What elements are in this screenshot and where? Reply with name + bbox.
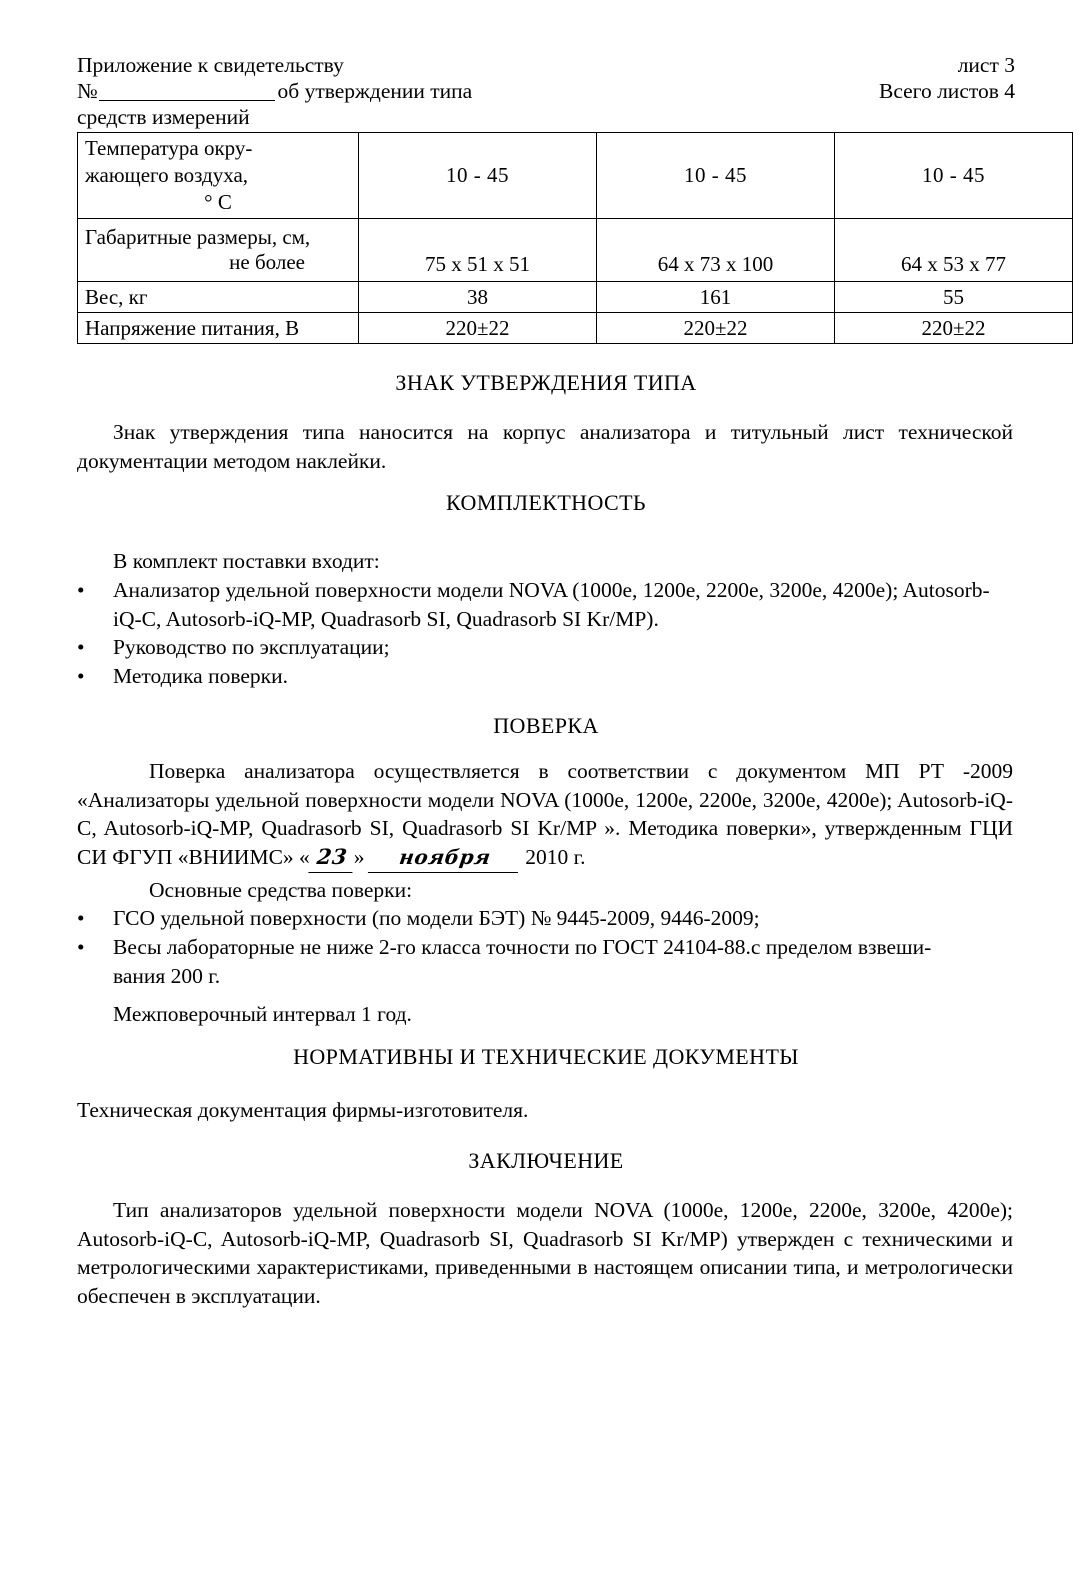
paragraph-means-lead [77, 876, 1013, 905]
handwritten-month-field[interactable]: ноября [368, 843, 522, 873]
label-line: Габаритные размеры, см, [85, 225, 311, 249]
list-item-text-line1: Весы лабораторные не ниже 2-го класса точности по ГОСТ 24104-88.с пределом взвеши- [113, 935, 932, 959]
header-number-line [77, 78, 697, 104]
bullet-icon: • [77, 906, 85, 930]
number-symbol: № [77, 79, 98, 103]
list-item-text: Анализатор удельной поверхности модели NOVA (1000e, 1200e, 2200e, 3200e, 4200e); Autosorb-iQ-C, Autosorb-iQ-MP, Quadrasorb SI, Quadrasorb SI Kr/MP). [113, 578, 990, 631]
list-item [77, 933, 1013, 990]
specifications-table [77, 132, 1073, 344]
list-item-text: Руководство по эксплуатации; [113, 635, 390, 659]
cell-weight-col2: 161 [597, 282, 835, 313]
table-row [78, 133, 1073, 219]
paragraph-verification-interval [77, 1000, 1013, 1029]
cell-temperature-col2: 10 - 45 [597, 133, 835, 219]
quote-close: » [353, 844, 365, 869]
section-title-verification: ПОВЕРКА [493, 713, 599, 738]
verification-year: 2010 г. [525, 844, 586, 869]
header-number-tail: об утверждении типа [277, 79, 473, 103]
cell-temperature-col3: 10 - 45 [835, 133, 1073, 219]
lead-text: В комплект поставки входит: [113, 549, 380, 573]
cell-voltage-col1: 220±22 [359, 313, 597, 344]
total-sheets: Всего листов 4 [878, 79, 1015, 103]
table-row [78, 282, 1073, 313]
bullet-icon: • [77, 635, 85, 659]
list-item-text: Методика поверки. [113, 664, 289, 688]
paragraph-conclusion [77, 1196, 1013, 1310]
list-item [77, 662, 1013, 691]
bullet-icon: • [77, 664, 85, 688]
bullet-icon: • [77, 578, 85, 602]
paragraph-approval-mark [77, 418, 1013, 475]
sheet-number: лист 3 [957, 53, 1015, 77]
section-title-normative-docs: НОРМАТИВНЫ И ТЕХНИЧЕСКИЕ ДОКУМЕНТЫ [293, 1044, 799, 1069]
list-item-text-line2: вания 200 г. [113, 963, 221, 988]
header-left-block [77, 52, 697, 130]
header-means-line: средств измерений [77, 105, 250, 129]
paragraph-completeness-lead [77, 547, 1013, 576]
list-item [77, 633, 1013, 662]
section-title-completeness: КОМПЛЕКТНОСТЬ [446, 490, 646, 515]
header-appendix-line: Приложение к свидетельству [77, 53, 344, 77]
verification-date-group [299, 845, 585, 869]
list-item [77, 904, 1013, 933]
paragraph-text: Тип анализаторов удельной поверхности модели NOVA (1000e, 1200e, 2200e, 3200e, 4200e); Autosorb-iQ-C, Autosorb-iQ-MP, Quadrasorb SI, Quadrasorb SI Kr/MP) утвержден с техническими и метрологическими характеристиками, приведенными в настоящем описании типа, и метрологически обеспечен в эксплуатации. [77, 1198, 1013, 1308]
interval-text: Межповерочный интервал 1 год. [113, 1002, 412, 1026]
cell-dimensions-col1: 75 x 51 x 51 [359, 219, 597, 282]
paragraph-verification [77, 757, 1013, 872]
paragraph-text: Знак утверждения типа наносится на корпус анализатора и титульный лист технической документации методом наклейки. [77, 420, 1013, 473]
cell-temperature-col1: 10 - 45 [359, 133, 597, 219]
number-blank-field[interactable] [99, 82, 275, 101]
cell-weight-col1: 38 [359, 282, 597, 313]
quote-open: « [299, 844, 310, 869]
label-line: ° С [204, 190, 232, 214]
list-item-text: ГСО удельной поверхности (по модели БЭТ) № 9445-2009, 9446-2009; [113, 906, 760, 930]
cell-voltage-col3: 220±22 [835, 313, 1073, 344]
row-label-temperature [78, 133, 359, 219]
table-row [78, 313, 1073, 344]
row-label-weight: Вес, кг [78, 282, 359, 313]
bullet-icon: • [77, 935, 85, 959]
label-line: жающего воздуха, [85, 163, 249, 187]
cell-dimensions-col3: 64 x 53 x 77 [835, 219, 1073, 282]
paragraph-normative-docs: Техническая документация фирмы-изготовителя. [77, 1098, 529, 1122]
section-title-approval-mark: ЗНАК УТВЕРЖДЕНИЯ ТИПА [395, 370, 697, 395]
paragraph-text: Поверка анализатора осуществляется в соответствии с документом МП РТ -2009 «Анализаторы удельной поверхности модели NOVA (1000e, 1200e, 2200e, 3200e, 4200e); Autosorb-iQ-C, Autosorb-iQ-MP, Quadrasorb SI, Quadrasorb SI Kr/MP ». Методика поверки», утвержденным ГЦИ СИ ФГУП «ВНИИМС» [77, 759, 1013, 869]
section-title-conclusion: ЗАКЛЮЧЕНИЕ [468, 1148, 624, 1173]
row-label-dimensions [78, 219, 359, 282]
header-right-block [879, 52, 1015, 104]
handwritten-day-field[interactable]: 23 [308, 843, 355, 873]
row-label-voltage: Напряжение питания, В [78, 313, 359, 344]
table-row [78, 219, 1073, 282]
label-line: не более [229, 250, 305, 274]
cell-weight-col3: 55 [835, 282, 1073, 313]
label-line: Температура окру- [85, 136, 253, 160]
cell-voltage-col2: 220±22 [597, 313, 835, 344]
document-header [77, 52, 1015, 130]
cell-dimensions-col2: 64 x 73 x 100 [597, 219, 835, 282]
list-item [77, 576, 1013, 633]
lead-text: Основные средства поверки: [149, 878, 413, 902]
